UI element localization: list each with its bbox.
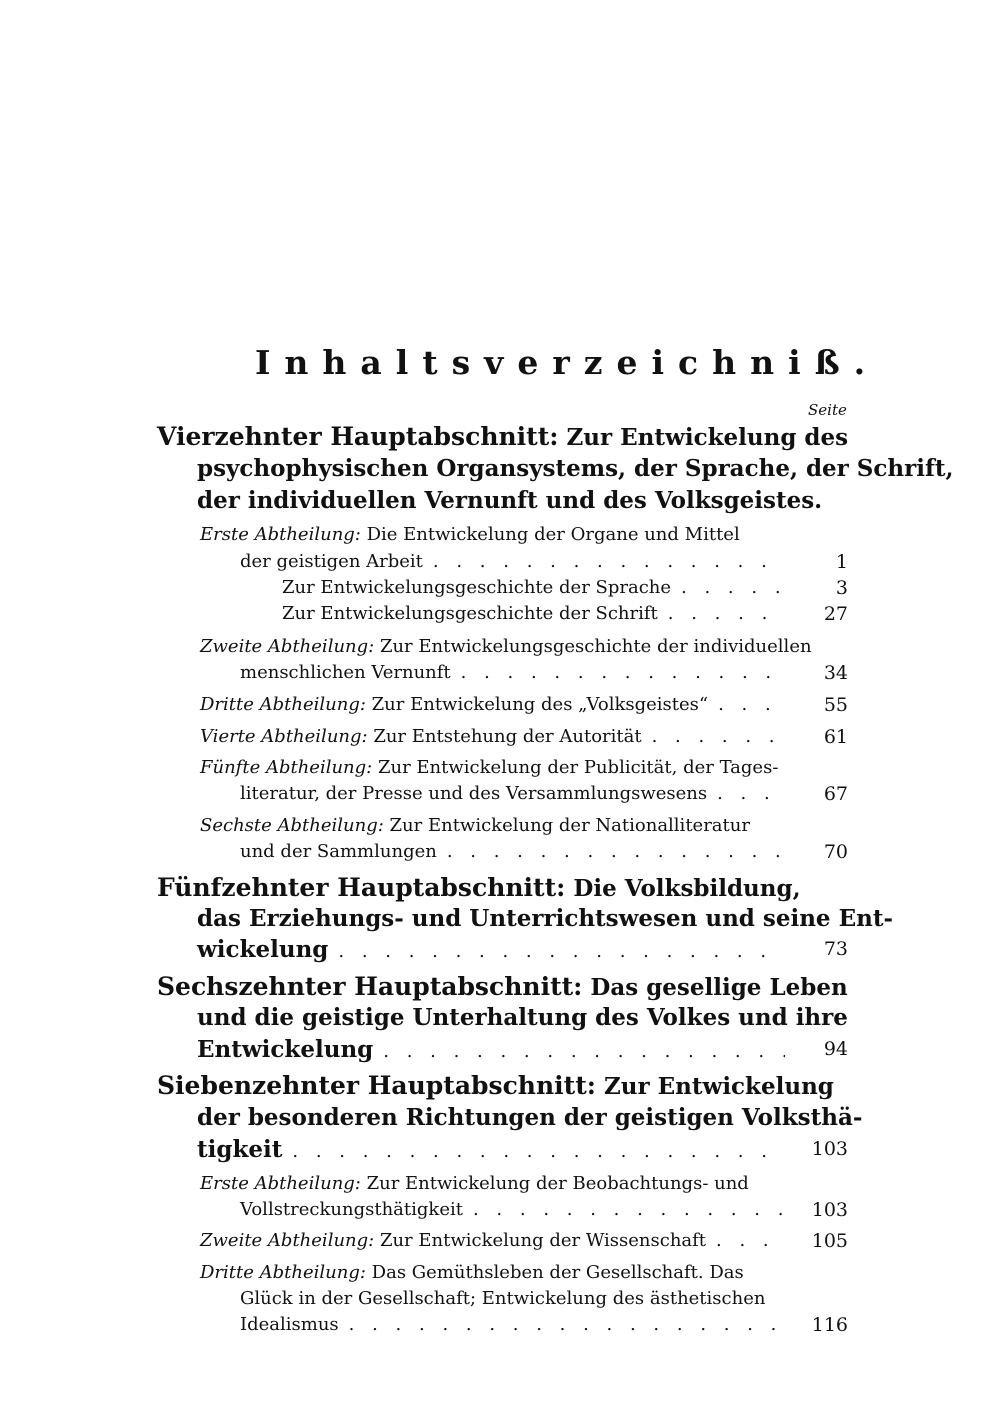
entry-text: Idealismus (240, 1314, 339, 1335)
entry-text: Zur Entwickelung der Beobachtungs- und (366, 1173, 749, 1194)
entry-text: und der Sammlungen (240, 841, 437, 862)
toc-heading-17-line2: der besonderen Richtungen der geistigen Volksthä- (197, 1104, 863, 1131)
entry-text: Zur Entwickelungsgeschichte der individuellen (379, 636, 812, 657)
page-number: 103 (811, 1199, 848, 1221)
toc-entry-14f-line1 (200, 815, 785, 836)
toc-heading-14-line3: der individuellen Vernunft und des Volksgeistes. (197, 487, 823, 514)
toc-heading-16-line3 (197, 1036, 785, 1063)
page-number: 27 (823, 603, 848, 625)
entry-lead: Vierte Abtheilung: (200, 726, 368, 747)
dot-leader (717, 783, 785, 804)
page-number: 55 (823, 694, 848, 716)
dot-leader (681, 577, 785, 598)
toc-heading-17-line1 (157, 1071, 834, 1100)
dot-leader (447, 841, 785, 862)
dot-leader (716, 1230, 785, 1251)
heading-text: Die Volksbildung, (573, 875, 801, 902)
toc-heading-15-line2: das Erziehungs- und Unterrichtswesen und seine Ent- (197, 905, 893, 932)
toc-entry-17c-line2: Glück in der Gesellschaft; Entwickelung des ästhetischen (240, 1288, 766, 1309)
entry-text: der geistigen Arbeit (240, 551, 423, 572)
toc-entry-14e-line1 (200, 757, 785, 778)
dot-leader (473, 1199, 785, 1220)
toc-entry-14a2 (282, 603, 785, 624)
heading-text: tigkeit (197, 1136, 283, 1163)
entry-text: Zur Entwickelungsgeschichte der Sprache (282, 577, 672, 598)
dot-leader (292, 1141, 785, 1162)
toc-entry-17c-line1 (200, 1262, 785, 1283)
toc-entry-14b-line2 (240, 662, 785, 683)
toc-heading-17-line3 (197, 1136, 785, 1163)
dot-leader (668, 603, 785, 624)
dot-leader (383, 1041, 785, 1062)
page-number: 116 (811, 1314, 848, 1336)
toc-heading-16-line1 (157, 972, 848, 1001)
toc-entry-17c-line3 (240, 1314, 785, 1335)
heading-text: Zur Entwickelung des (566, 424, 849, 451)
page-number: 34 (823, 662, 848, 684)
entry-lead: Erste Abtheilung: (200, 524, 361, 545)
entry-lead: Dritte Abtheilung: (200, 1262, 366, 1283)
toc-heading-15-line1 (157, 873, 801, 902)
page-column-label: Seite (808, 401, 847, 419)
entry-lead: Zweite Abtheilung: (200, 1230, 375, 1251)
toc-entry-17a-line2 (240, 1199, 785, 1220)
toc-heading-14-line2: psychophysischen Organsystems, der Sprache, der Schrift, (197, 455, 954, 482)
entry-text: Zur Entwickelung der Nationalliteratur (389, 815, 750, 836)
heading-text: wickelung (197, 936, 329, 963)
dot-leader (652, 726, 785, 747)
entry-text: Zur Entwickelung der Publicität, der Tages- (377, 757, 779, 778)
entry-text: Zur Entwickelung des „Volksgeistes“ (371, 694, 709, 715)
entry-lead: Dritte Abtheilung: (200, 694, 366, 715)
entry-text: menschlichen Vernunft (240, 662, 451, 683)
page-number: 61 (823, 726, 848, 748)
toc-entry-14a1 (282, 577, 785, 598)
page-number: 73 (823, 938, 848, 960)
dot-leader (349, 1314, 785, 1335)
entry-text: Zur Entstehung der Autorität (373, 726, 642, 747)
entry-text: Die Entwickelung der Organe und Mittel (366, 524, 740, 545)
dot-leader (718, 694, 785, 715)
dot-leader (338, 941, 785, 962)
entry-lead: Sechste Abtheilung: (200, 815, 384, 836)
toc-entry-14a-line2 (240, 551, 785, 572)
toc-entry-17a-line1 (200, 1173, 785, 1194)
page-number: 1 (835, 551, 848, 573)
toc-entry-14d (200, 726, 785, 747)
heading-label: Sechszehnter Hauptabschnitt: (157, 972, 583, 1001)
page-number: 3 (835, 577, 848, 599)
heading-label: Siebenzehnter Hauptabschnitt: (157, 1071, 596, 1100)
entry-text: Das Gemüthsleben der Gesellschaft. Das (371, 1262, 744, 1283)
page-number: 70 (823, 841, 848, 863)
entry-lead: Fünfte Abtheilung: (200, 757, 373, 778)
page-number: 103 (811, 1138, 848, 1160)
entry-lead: Erste Abtheilung: (200, 1173, 361, 1194)
heading-text: Entwickelung (197, 1036, 374, 1063)
entry-text: Zur Entwickelungsgeschichte der Schrift (282, 603, 658, 624)
toc-heading-16-line2: und die geistige Unterhaltung des Volkes und ihre (197, 1004, 848, 1031)
dot-leader (433, 551, 785, 572)
entry-text: Vollstreckungsthätigkeit (240, 1199, 463, 1220)
heading-label: Fünfzehnter Hauptabschnitt: (157, 873, 566, 902)
heading-label: Vierzehnter Hauptabschnitt: (157, 422, 559, 451)
entry-text: literatur, der Presse und des Versammlungswesens (240, 783, 708, 804)
toc-entry-14b-line1 (200, 636, 812, 657)
page-number: 105 (811, 1230, 848, 1252)
dot-leader (461, 662, 785, 683)
entry-lead: Zweite Abtheilung: (200, 636, 375, 657)
heading-text: Zur Entwickelung (604, 1073, 834, 1100)
toc-entry-14a-line1 (200, 524, 785, 545)
page-number: 94 (823, 1038, 848, 1060)
entry-text: Zur Entwickelung der Wissenschaft (379, 1230, 707, 1251)
page-number: 67 (823, 783, 848, 805)
toc-entry-14f-line2 (240, 841, 785, 862)
toc-heading-15-line3 (197, 936, 785, 963)
page-title: Inhaltsverzeichniß. (255, 343, 880, 382)
heading-text: Das gesellige Leben (590, 974, 848, 1001)
toc-entry-14c (200, 694, 785, 715)
toc-heading-14-line1 (157, 422, 849, 451)
toc-entry-17b (200, 1230, 785, 1251)
toc-entry-14e-line2 (240, 783, 785, 804)
